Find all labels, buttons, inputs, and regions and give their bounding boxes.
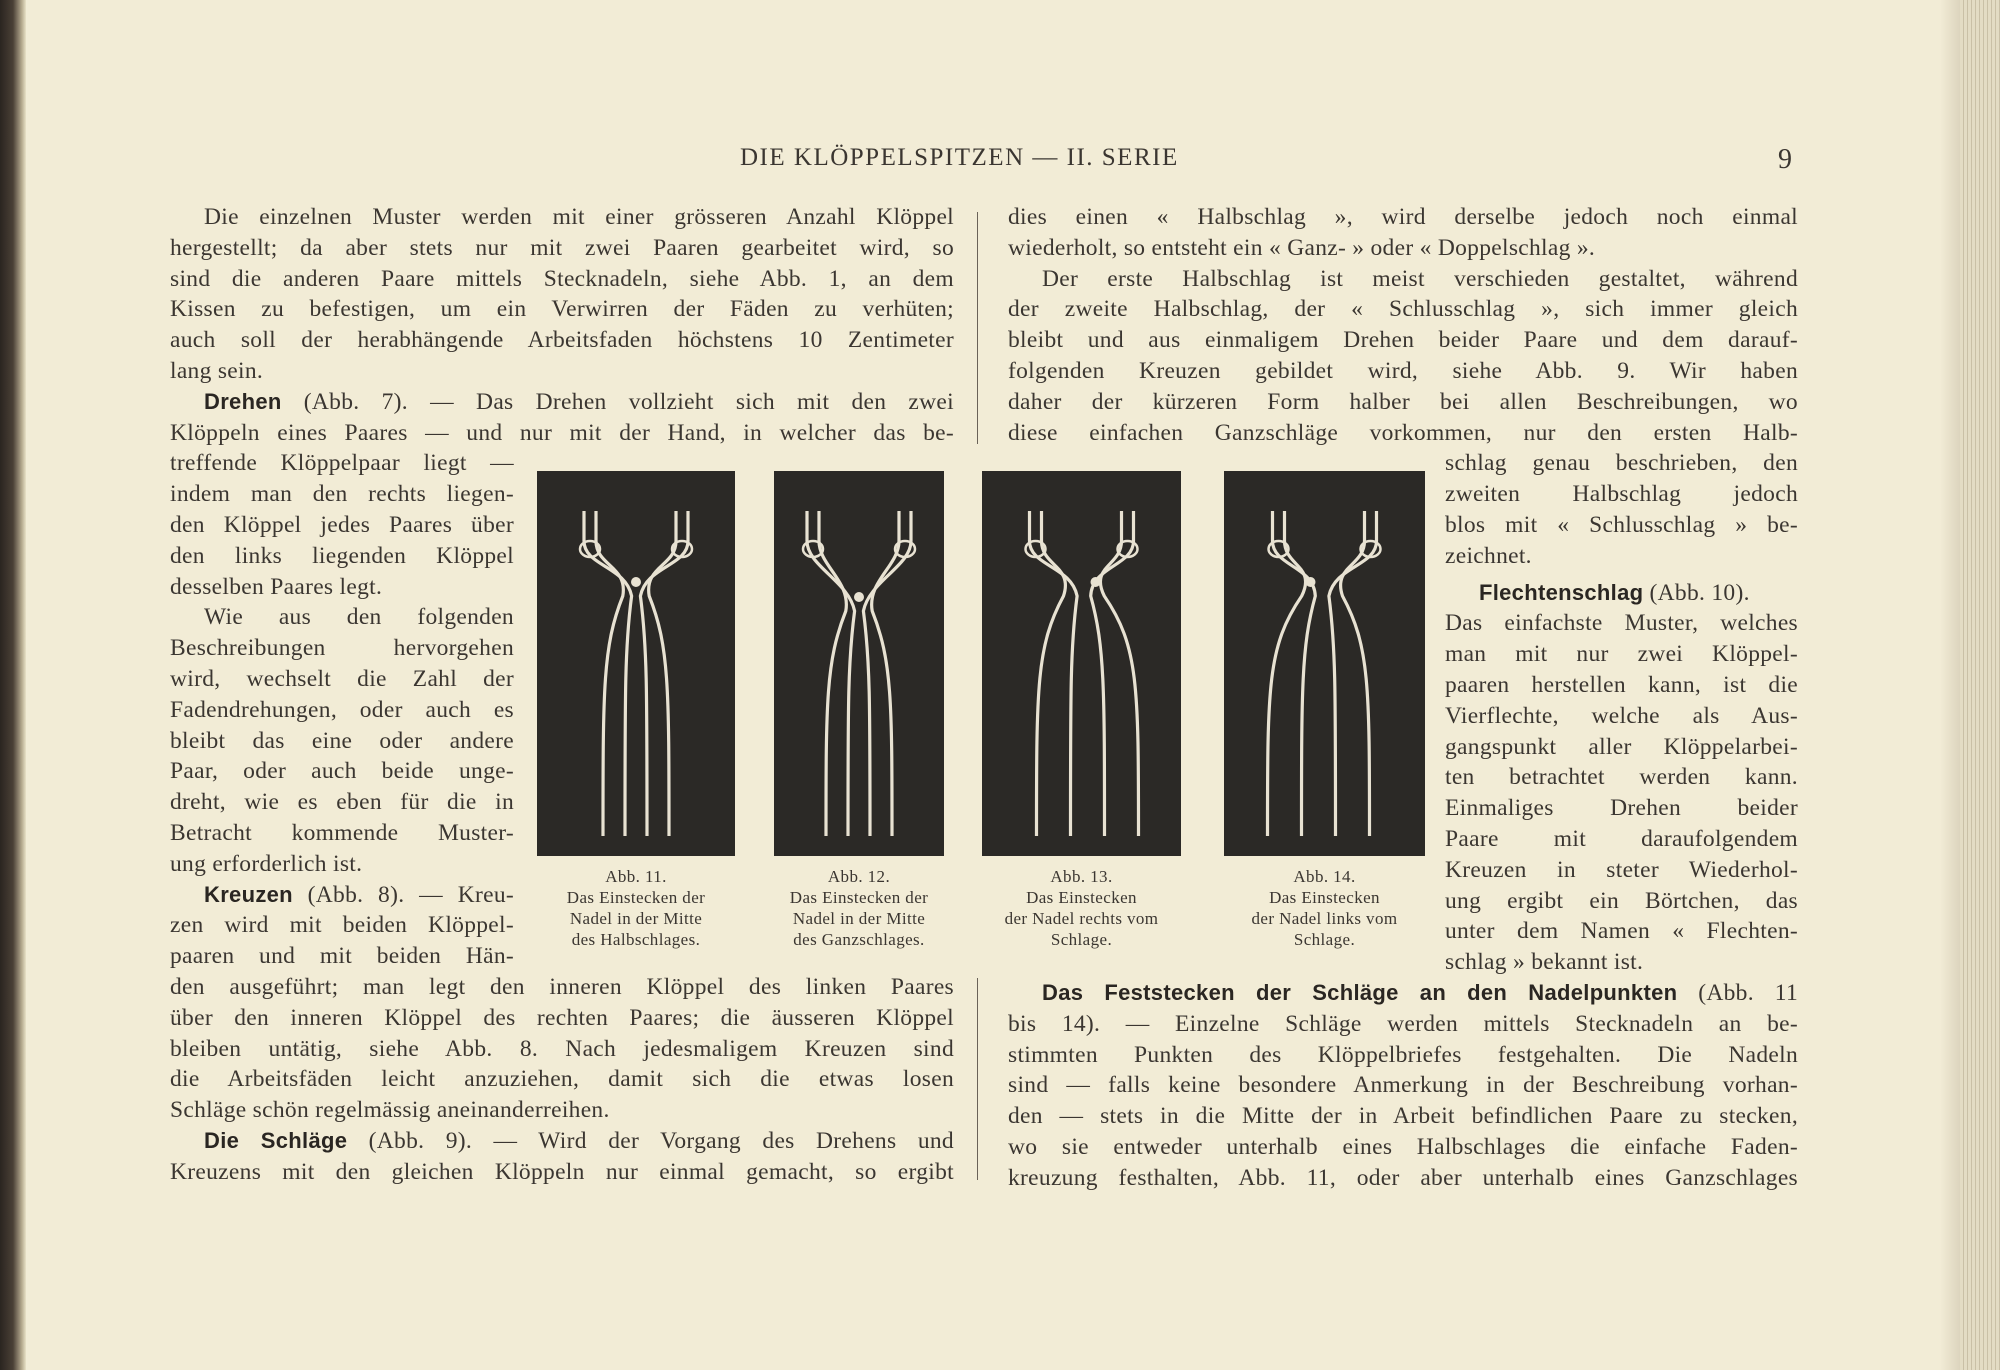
line-text: Betracht kommende Muster- xyxy=(170,820,514,846)
caption-line: Das Einstecken xyxy=(1026,888,1137,907)
text-line xyxy=(1042,264,1798,294)
line-text: dies einen « Halbschlag », wird derselbe jedoch noch einmal xyxy=(1008,204,1798,230)
text-line xyxy=(1008,233,1798,263)
text-line xyxy=(1479,578,1798,608)
text-line xyxy=(1008,387,1798,417)
text-line xyxy=(204,1126,954,1156)
column-divider xyxy=(977,212,978,444)
braid-illustration xyxy=(982,471,1181,856)
line-text: dreht, wie es eben für die in xyxy=(170,789,514,816)
line-text: den — stets in die Mitte der in Arbeit befindlichen Paare zu stecken, xyxy=(1008,1103,1798,1130)
column-divider xyxy=(977,978,978,1180)
caption-line: Nadel in der Mitte xyxy=(792,909,926,928)
text-line xyxy=(204,387,954,417)
line-text: daher der kürzeren Form halber bei allen Beschreibungen, wo xyxy=(1008,388,1798,415)
line-text: (Abb. 11 xyxy=(1677,980,1798,1006)
braid-illustration xyxy=(537,471,735,856)
text-line xyxy=(170,633,514,663)
line-text: Der erste Halbschlag ist meist verschieden gestaltet, während xyxy=(1042,265,1798,292)
line-text: wo sie entweder unterhalb eines Halbschlages die einfache Faden- xyxy=(1008,1134,1798,1160)
text-line xyxy=(170,695,514,725)
line-text: ten betrachtet werden kann. xyxy=(1445,764,1798,791)
line-text: Paar, oder auch beide unge- xyxy=(170,758,514,785)
line-text: den Klöppel jedes Paares über xyxy=(170,512,514,538)
thread-strand xyxy=(640,511,688,836)
text-line xyxy=(170,541,514,571)
text-line xyxy=(1008,294,1798,324)
line-text: schlag » bekannt ist. xyxy=(1445,949,1644,976)
line-text: den ausgeführt; man legt den inneren Klöppel des linken Paares xyxy=(170,974,954,1000)
text-line xyxy=(204,602,514,632)
text-line xyxy=(1445,639,1798,669)
line-text: (Abb. 8). — Kreu- xyxy=(292,881,514,908)
page-edge-shadow xyxy=(1940,0,1960,1370)
caption-line: Schlage. xyxy=(1050,930,1113,949)
text-line xyxy=(1008,1163,1798,1193)
text-line xyxy=(1042,978,1798,1008)
line-text: Schläge schön regelmässig aneinanderreihen. xyxy=(170,1097,610,1124)
line-text: Einmaliges Drehen beider xyxy=(1445,795,1798,822)
line-text: bleibt und aus einmaligem Drehen beider Paare und dem darauf- xyxy=(1008,327,1798,354)
line-text: Paare mit daraufolgendem xyxy=(1445,826,1798,852)
line-text: gangspunkt aller Klöppelarbei- xyxy=(1445,733,1798,760)
text-line xyxy=(1008,1101,1798,1131)
text-line xyxy=(1445,701,1798,731)
text-line xyxy=(170,849,514,879)
pin-icon xyxy=(1091,577,1101,587)
line-text: man mit nur zwei Klöppel- xyxy=(1445,641,1798,668)
caption-line: der Nadel links vom xyxy=(1251,909,1398,928)
line-text: wird, wechselt die Zahl der xyxy=(170,666,514,692)
caption-line: Schlage. xyxy=(1293,930,1356,949)
thread-strand xyxy=(1268,511,1306,836)
pin-icon xyxy=(631,577,641,587)
text-line xyxy=(170,941,514,971)
caption-line: der Nadel rechts vom xyxy=(1004,909,1159,928)
line-text: diese einfachen Ganzschläge vorkommen, nur den ersten Halb- xyxy=(1008,419,1798,446)
pin-icon xyxy=(1306,577,1316,587)
text-line xyxy=(1445,855,1798,885)
thread-strand xyxy=(1100,511,1138,836)
book-binding-shadow xyxy=(0,0,26,1370)
stacked-page-edges xyxy=(1960,0,2000,1370)
line-text: schlag genau beschrieben, den xyxy=(1445,450,1798,477)
text-line xyxy=(1445,762,1798,792)
section-heading: Kreuzen xyxy=(204,881,293,907)
line-text: den links liegenden Klöppel xyxy=(170,542,514,569)
section-heading: Das Feststecken der Schläge an den Nadelpunkten xyxy=(1042,980,1678,1005)
figure-abb-14-image xyxy=(1224,471,1425,856)
text-line xyxy=(170,910,514,940)
line-text: treffende Klöppelpaar liegt — xyxy=(170,450,514,477)
section-heading: Flechtenschlag xyxy=(1479,579,1644,605)
line-text: folgenden Kreuzen gebildet wird, siehe Abb. 9. Wir haben xyxy=(1008,358,1798,384)
text-line xyxy=(170,264,954,294)
line-text: Kreuzens mit den gleichen Klöppeln nur einmal gemacht, so ergibt xyxy=(170,1158,954,1185)
line-text: wiederholt, so entsteht ein « Ganz- » oder « Doppelschlag ». xyxy=(1008,234,1596,261)
text-line xyxy=(1445,510,1798,540)
caption-line: des Halbschlages. xyxy=(571,930,701,949)
section-heading: Drehen xyxy=(204,388,282,414)
caption-line: Das Einstecken xyxy=(1269,888,1380,907)
line-text: unter dem Namen « Flechten- xyxy=(1445,918,1798,945)
line-text: ung ergibt ein Börtchen, das xyxy=(1445,887,1798,914)
text-line xyxy=(170,787,514,817)
line-text: bleiben untätig, siehe Abb. 8. Nach jedesmaligem Kreuzen sind xyxy=(170,1035,954,1062)
line-text: indem man den rechts liegen- xyxy=(170,481,514,508)
line-text: blos mit « Schlusschlag » be- xyxy=(1445,512,1798,538)
line-text: Klöppeln eines Paares — und nur mit der Hand, in welcher das be- xyxy=(170,419,954,446)
thread-strand xyxy=(819,511,846,836)
line-text: Vierflechte, welche als Aus- xyxy=(1445,702,1798,729)
text-line xyxy=(170,1157,954,1187)
line-text: Wie aus den folgenden xyxy=(204,604,514,631)
line-text: Das einfachste Muster, welches xyxy=(1445,610,1798,637)
text-line xyxy=(1008,1009,1798,1039)
text-line xyxy=(170,818,514,848)
figure-abb-11-image xyxy=(537,471,735,856)
thread-strand xyxy=(596,511,623,836)
text-line xyxy=(170,294,954,324)
text-line xyxy=(170,1064,954,1094)
line-text: über den inneren Klöppel des rechten Paares; die äusseren Klöppel xyxy=(170,1004,954,1031)
text-line xyxy=(170,325,954,355)
line-text: sind die anderen Paare mittels Stecknadeln, siehe Abb. 1, an dem xyxy=(170,265,954,292)
text-line xyxy=(170,1095,954,1125)
thread-strand xyxy=(584,511,632,836)
text-line xyxy=(1008,356,1798,386)
text-line xyxy=(170,356,954,386)
text-line xyxy=(204,880,514,910)
caption-line: Nadel in der Mitte xyxy=(569,909,703,928)
caption-line: Das Einstecken der xyxy=(566,888,706,907)
text-line xyxy=(1008,1070,1798,1100)
text-line xyxy=(1445,824,1798,854)
figure-abb-12-image xyxy=(774,471,944,856)
figure-caption xyxy=(1224,866,1425,950)
line-text: kreuzung festhalten, Abb. 11, oder aber unterhalb eines Ganzschlages xyxy=(1008,1164,1798,1191)
text-line xyxy=(170,1034,954,1064)
text-line xyxy=(1008,418,1798,448)
text-line xyxy=(1008,202,1798,232)
text-line xyxy=(1445,479,1798,509)
line-text: (Abb. 10). xyxy=(1643,579,1750,606)
text-line xyxy=(1445,886,1798,916)
text-line xyxy=(1445,670,1798,700)
running-title: DIE KLÖPPELSPITZEN — II. SERIE xyxy=(740,144,1179,171)
text-line xyxy=(170,756,514,786)
text-line xyxy=(1445,541,1798,571)
line-text: die Arbeitsfäden leicht anzuziehen, damit sich die etwas losen xyxy=(170,1066,954,1093)
text-line xyxy=(1445,793,1798,823)
text-line xyxy=(1445,608,1798,638)
text-line xyxy=(170,510,514,540)
page-number: 9 xyxy=(1778,144,1792,175)
text-line xyxy=(170,664,514,694)
text-line xyxy=(170,726,514,756)
line-text: sind — falls keine besondere Anmerkung in der Beschreibung vorhan- xyxy=(1008,1072,1798,1099)
line-text: paaren herstellen kann, ist die xyxy=(1445,672,1798,698)
text-line xyxy=(170,448,514,478)
line-text: desselben Paares legt. xyxy=(170,573,383,600)
line-text: stimmten Punkten des Klöppelbriefes festgehalten. Die Nadeln xyxy=(1008,1041,1798,1068)
line-text: (Abb. 7). — Das Drehen vollzieht sich mit den zwei xyxy=(281,388,954,415)
text-line xyxy=(1445,732,1798,762)
line-text: Die einzelnen Muster werden mit einer grösseren Anzahl Klöppel xyxy=(204,204,954,230)
text-line xyxy=(170,479,514,509)
figure-abb-13-image xyxy=(982,471,1181,856)
braid-illustration xyxy=(774,471,944,856)
line-text: zweiten Halbschlag jedoch xyxy=(1445,481,1798,508)
text-line xyxy=(1445,947,1798,977)
line-text: zen wird mit beiden Klöppel- xyxy=(170,912,514,939)
text-line xyxy=(1008,1040,1798,1070)
caption-line: Das Einstecken der xyxy=(789,888,929,907)
figure-caption xyxy=(764,866,954,950)
line-text: Kreuzen in steter Wiederhol- xyxy=(1445,856,1798,883)
line-text: Fadendrehungen, oder auch es xyxy=(170,696,514,723)
caption-line: des Ganzschlages. xyxy=(793,930,925,949)
text-line xyxy=(170,1003,954,1033)
line-text: Beschreibungen hervorgehen xyxy=(170,635,514,662)
text-line xyxy=(170,418,954,448)
line-text: (Abb. 9). — Wird der Vorgang des Drehens und xyxy=(347,1128,954,1154)
line-text: zeichnet. xyxy=(1445,542,1532,569)
line-text: bis 14). — Einzelne Schläge werden mittels Stecknadeln an be- xyxy=(1008,1010,1798,1037)
line-text: ung erforderlich ist. xyxy=(170,850,363,877)
text-line xyxy=(1445,916,1798,946)
thread-strand xyxy=(649,511,676,836)
figure-label: Abb. 12. xyxy=(827,867,891,886)
figure-label: Abb. 14. xyxy=(1293,867,1356,886)
text-line xyxy=(170,572,514,602)
line-text: auch soll der herabhängende Arbeitsfaden höchstens 10 Zentimeter xyxy=(170,327,954,354)
text-line xyxy=(1445,448,1798,478)
text-line xyxy=(1008,325,1798,355)
text-line xyxy=(1008,1132,1798,1162)
figure-label: Abb. 11. xyxy=(605,867,667,886)
line-text: der zweite Halbschlag, der « Schlusschlag », sich immer gleich xyxy=(1008,296,1798,323)
section-heading: Die Schläge xyxy=(204,1128,348,1153)
line-text: paaren und mit beiden Hän- xyxy=(170,943,514,970)
figure-caption xyxy=(537,866,735,950)
line-text: hergestellt; da aber stets nur mit zwei Paaren gearbeitet wird, so xyxy=(170,234,954,261)
line-text: lang sein. xyxy=(170,358,264,384)
line-text: bleibt das eine oder andere xyxy=(170,727,514,754)
text-line xyxy=(170,972,954,1002)
text-line xyxy=(170,233,954,263)
text-line xyxy=(204,202,954,232)
figure-caption xyxy=(982,866,1181,950)
figure-label: Abb. 13. xyxy=(1050,867,1113,886)
thread-strand xyxy=(872,511,899,836)
braid-illustration xyxy=(1224,471,1425,856)
pin-icon xyxy=(854,592,864,602)
line-text: Kissen zu befestigen, um ein Verwirren der Fäden zu verhüten; xyxy=(170,296,954,323)
